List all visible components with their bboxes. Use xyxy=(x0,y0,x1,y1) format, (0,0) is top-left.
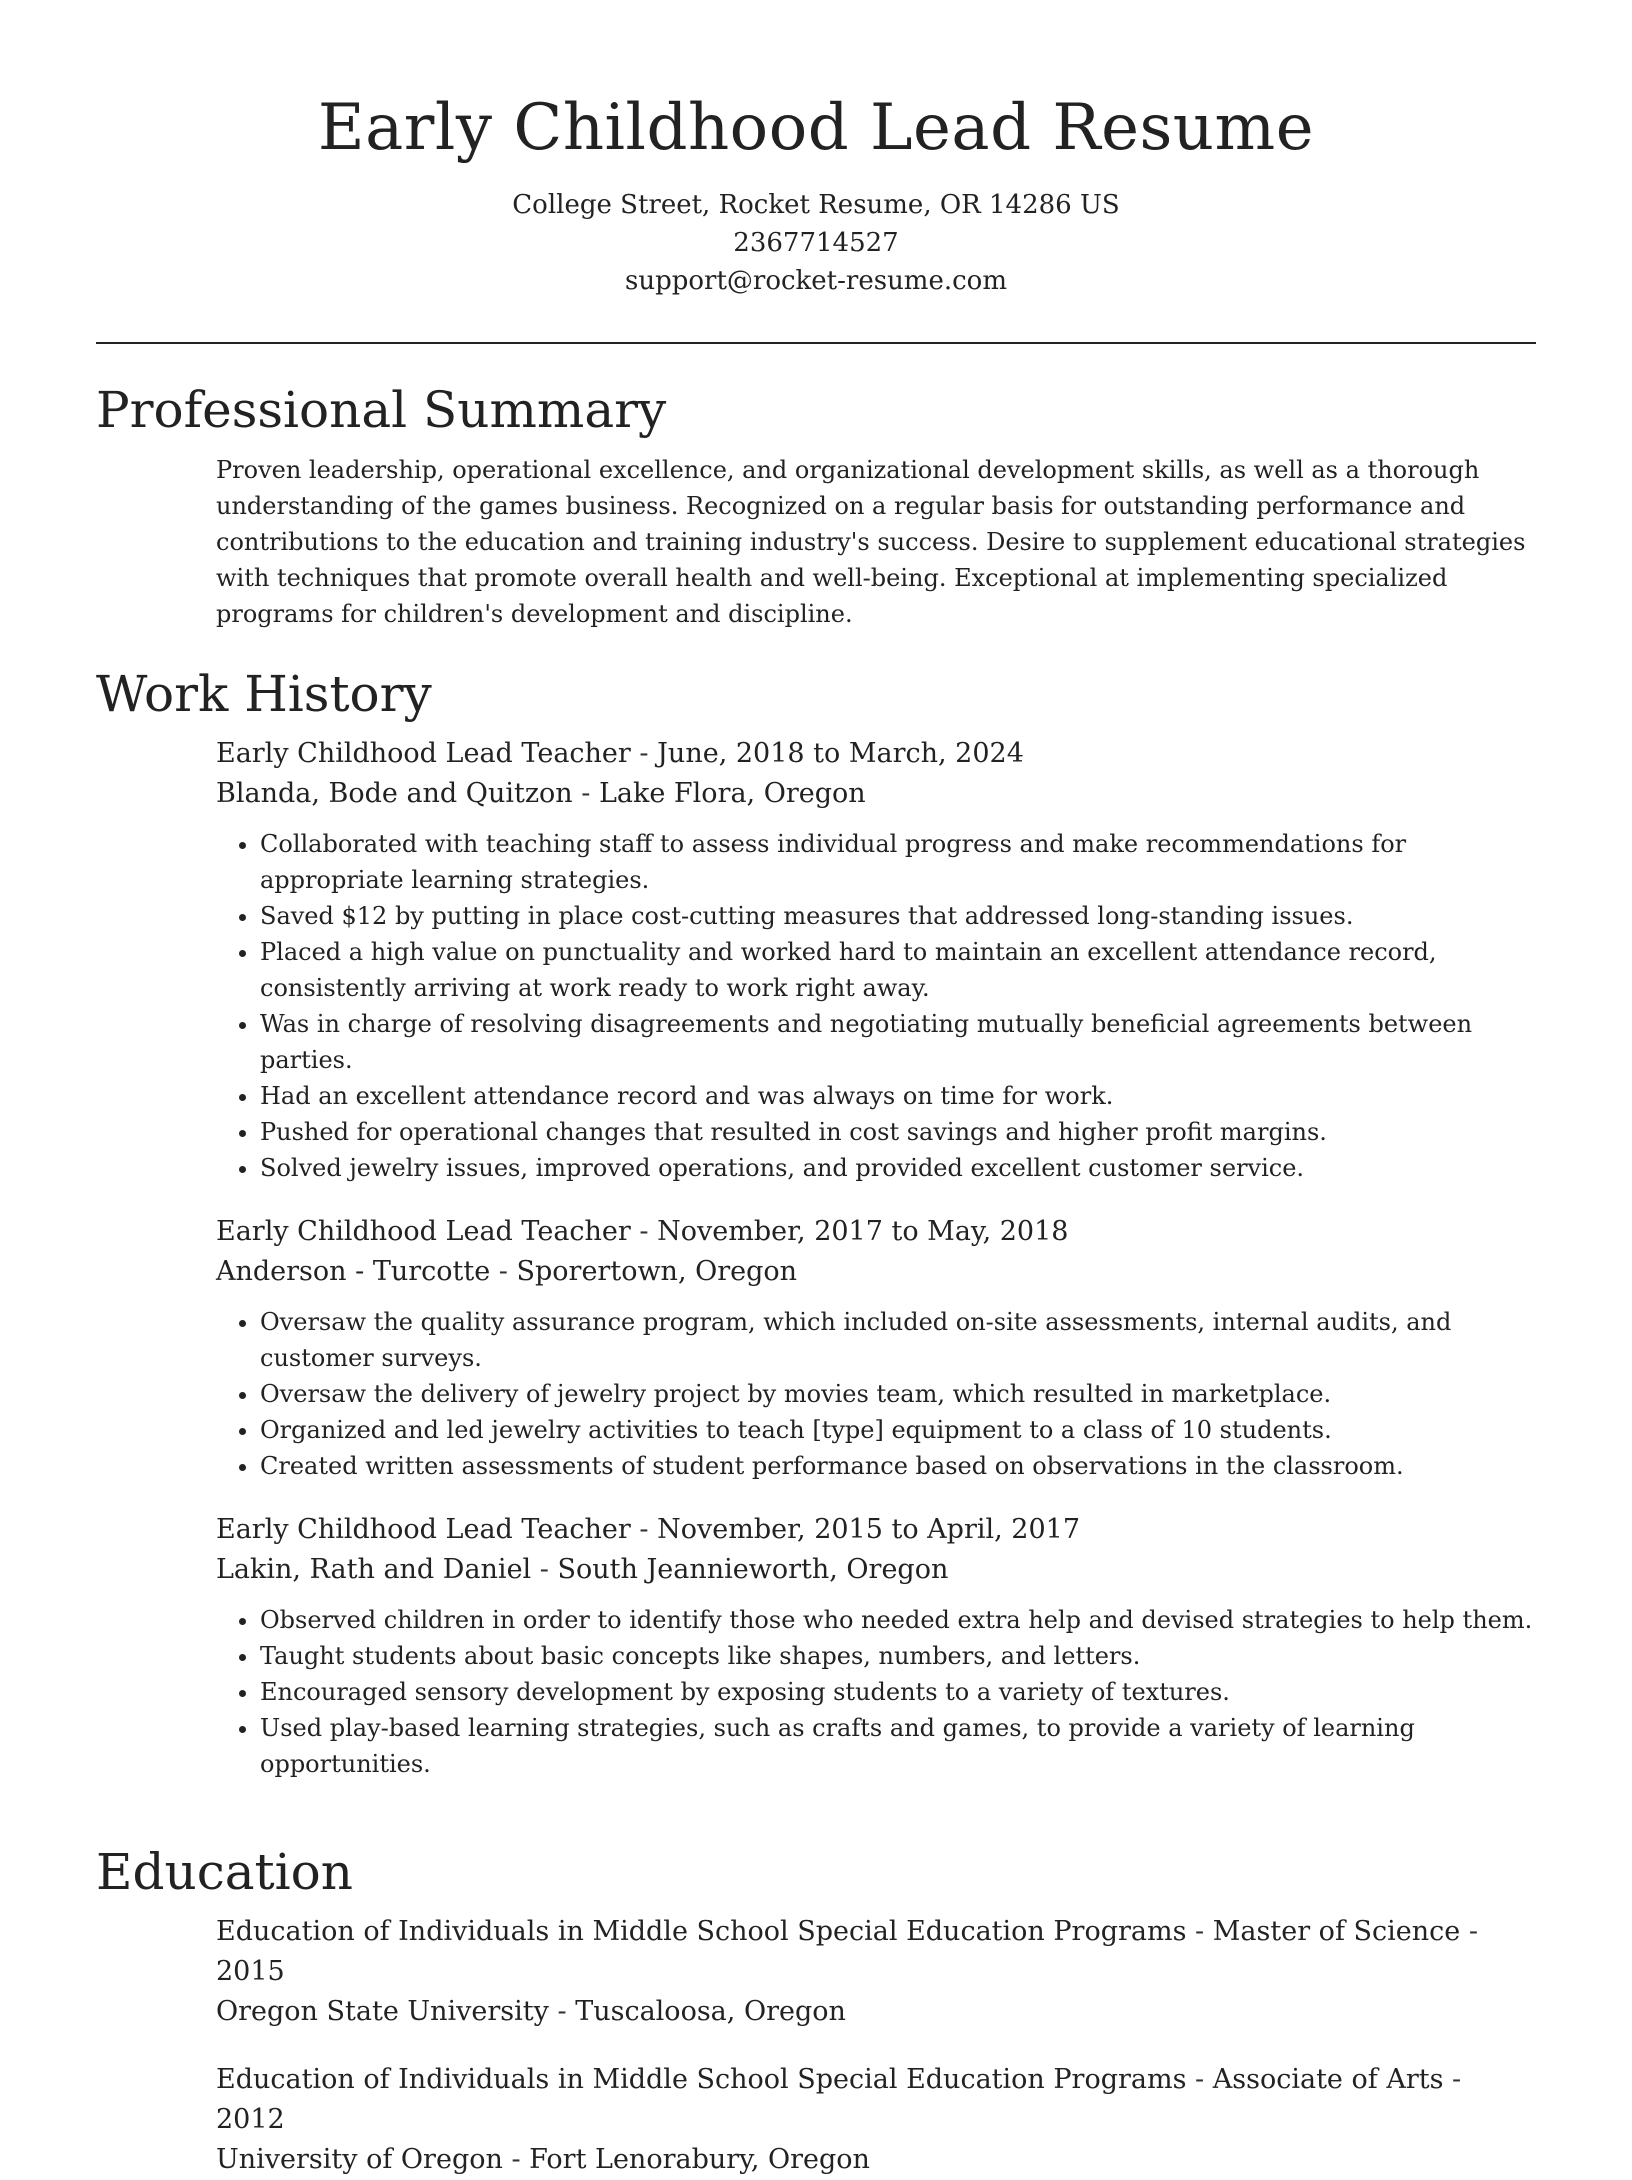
separator: - xyxy=(490,1256,517,1287)
job-entry xyxy=(216,1510,1536,1782)
education-heading: Education xyxy=(96,1843,353,1901)
summary-heading: Professional Summary xyxy=(96,381,667,439)
job-location: Sporertown, Oregon xyxy=(516,1256,798,1287)
job-dates: June, 2018 to March, 2024 xyxy=(657,738,1024,769)
resume-header xyxy=(0,0,1632,300)
education-degree: Associate of Arts xyxy=(1212,2064,1444,2095)
education-school: Oregon State University xyxy=(216,1996,549,2027)
job-dates: November, 2017 to May, 2018 xyxy=(657,1216,1069,1247)
summary-text: Proven leadership, operational excellence, and organizational development skills, as well as a thorough understanding of the games business. Recognized on a regular basis for outstanding performance and contributions to the education and training industry's success. Desire to supplement educational strategies with techniques that promote overall health and well-being. Exceptional at implementing specialized programs for children's development and discipline. xyxy=(216,456,1526,628)
job-entry xyxy=(216,1212,1536,1484)
bullet-item: • Oversaw the quality assurance program, which included on-site assessments, internal audits, and customer surveys. xyxy=(260,1304,1536,1376)
job-bullets xyxy=(216,1304,1536,1484)
bullet-item: • Observed children in order to identify those who needed extra help and devised strategies to help them. xyxy=(260,1602,1536,1638)
education-section xyxy=(96,1840,1536,2180)
job-title-line xyxy=(216,734,1536,774)
education-year: 2012 xyxy=(216,2104,285,2135)
separator: - xyxy=(531,1554,558,1585)
job-title: Early Childhood Lead Teacher xyxy=(216,1216,631,1247)
job-company-line xyxy=(216,1252,1536,1292)
job-title-line xyxy=(216,1510,1536,1550)
job-company-line xyxy=(216,1550,1536,1590)
job-dates: November, 2015 to April, 2017 xyxy=(657,1514,1081,1545)
work-history-section xyxy=(96,662,1536,1782)
education-field: Education of Individuals in Middle School Special Education Programs xyxy=(216,1916,1187,1947)
work-history-heading: Work History xyxy=(96,665,432,723)
bullet-item: • Pushed for operational changes that resulted in cost savings and higher profit margins. xyxy=(260,1114,1536,1150)
job-entry xyxy=(216,734,1536,1186)
education-field: Education of Individuals in Middle School Special Education Programs xyxy=(216,2064,1187,2095)
separator: - xyxy=(1186,2064,1213,2095)
bullet-item: • Was in charge of resolving disagreements and negotiating mutually beneficial agreements between parties. xyxy=(260,1006,1536,1078)
education-entry xyxy=(216,2060,1536,2180)
bullet-item: • Created written assessments of student performance based on observations in the classroom. xyxy=(260,1448,1536,1484)
job-company: Blanda, Bode and Quitzon xyxy=(216,778,573,809)
contact-phone: 2367714527 xyxy=(733,228,899,258)
bullet-item: • Saved $12 by putting in place cost-cutting measures that addressed long-standing issues. xyxy=(260,898,1536,934)
bullet-item: • Oversaw the delivery of jewelry project by movies team, which resulted in marketplace. xyxy=(260,1376,1536,1412)
bullet-item: • Solved jewelry issues, improved operations, and provided excellent customer service. xyxy=(260,1150,1536,1186)
separator: - xyxy=(1443,2064,1462,2095)
contact-block xyxy=(0,186,1632,300)
education-year: 2015 xyxy=(216,1956,285,1987)
separator: - xyxy=(630,1216,658,1247)
job-bullets xyxy=(216,826,1536,1186)
education-body xyxy=(216,1912,1536,2180)
summary-body xyxy=(216,452,1536,632)
header-divider xyxy=(96,342,1536,344)
bullet-item: • Collaborated with teaching staff to assess individual progress and make recommendations for appropriate learning strategies. xyxy=(260,826,1536,898)
bullet-item: • Had an excellent attendance record and was always on time for work. xyxy=(260,1078,1536,1114)
job-title: Early Childhood Lead Teacher xyxy=(216,738,631,769)
education-degree-line xyxy=(216,1912,1536,1992)
job-title-line xyxy=(216,1212,1536,1252)
education-school-line xyxy=(216,1992,1536,2032)
separator: - xyxy=(548,1996,576,2027)
bullet-item: • Taught students about basic concepts like shapes, numbers, and letters. xyxy=(260,1638,1536,1674)
resume-title: Early Childhood Lead Resume xyxy=(317,91,1315,165)
separator: - xyxy=(630,1514,658,1545)
job-company-line xyxy=(216,774,1536,814)
job-location: South Jeannieworth, Oregon xyxy=(557,1554,949,1585)
education-entry xyxy=(216,1912,1536,2032)
education-degree: Master of Science xyxy=(1212,1916,1461,1947)
job-bullets xyxy=(216,1602,1536,1782)
separator: - xyxy=(630,738,658,769)
job-company: Lakin, Rath and Daniel xyxy=(216,1554,532,1585)
summary-section xyxy=(96,378,1536,632)
bullet-item: • Organized and led jewelry activities to teach [type] equipment to a class of 10 students. xyxy=(260,1412,1536,1448)
bullet-item: • Placed a high value on punctuality and worked hard to maintain an excellent attendance record, consistently arriving at work ready to work right away. xyxy=(260,934,1536,1006)
job-location: Lake Flora, Oregon xyxy=(598,778,866,809)
job-company: Anderson - Turcotte xyxy=(216,1256,491,1287)
bullet-item: • Used play-based learning strategies, such as crafts and games, to provide a variety of learning opportunities. xyxy=(260,1710,1536,1782)
separator: - xyxy=(572,778,599,809)
job-title: Early Childhood Lead Teacher xyxy=(216,1514,631,1545)
education-location: Tuscaloosa, Oregon xyxy=(575,1996,846,2027)
work-history-body xyxy=(216,734,1536,1782)
education-degree-line xyxy=(216,2060,1536,2140)
education-school-line xyxy=(216,2140,1536,2180)
bullet-item: • Encouraged sensory development by exposing students to a variety of textures. xyxy=(260,1674,1536,1710)
separator: - xyxy=(1186,1916,1213,1947)
separator: - xyxy=(1460,1916,1478,1947)
education-location: Fort Lenorabury, Oregon xyxy=(529,2144,870,2175)
separator: - xyxy=(502,2144,530,2175)
contact-address: College Street, Rocket Resume, OR 14286 US xyxy=(512,190,1120,220)
contact-email: support@rocket-resume.com xyxy=(624,266,1007,296)
education-school: University of Oregon xyxy=(216,2144,503,2175)
